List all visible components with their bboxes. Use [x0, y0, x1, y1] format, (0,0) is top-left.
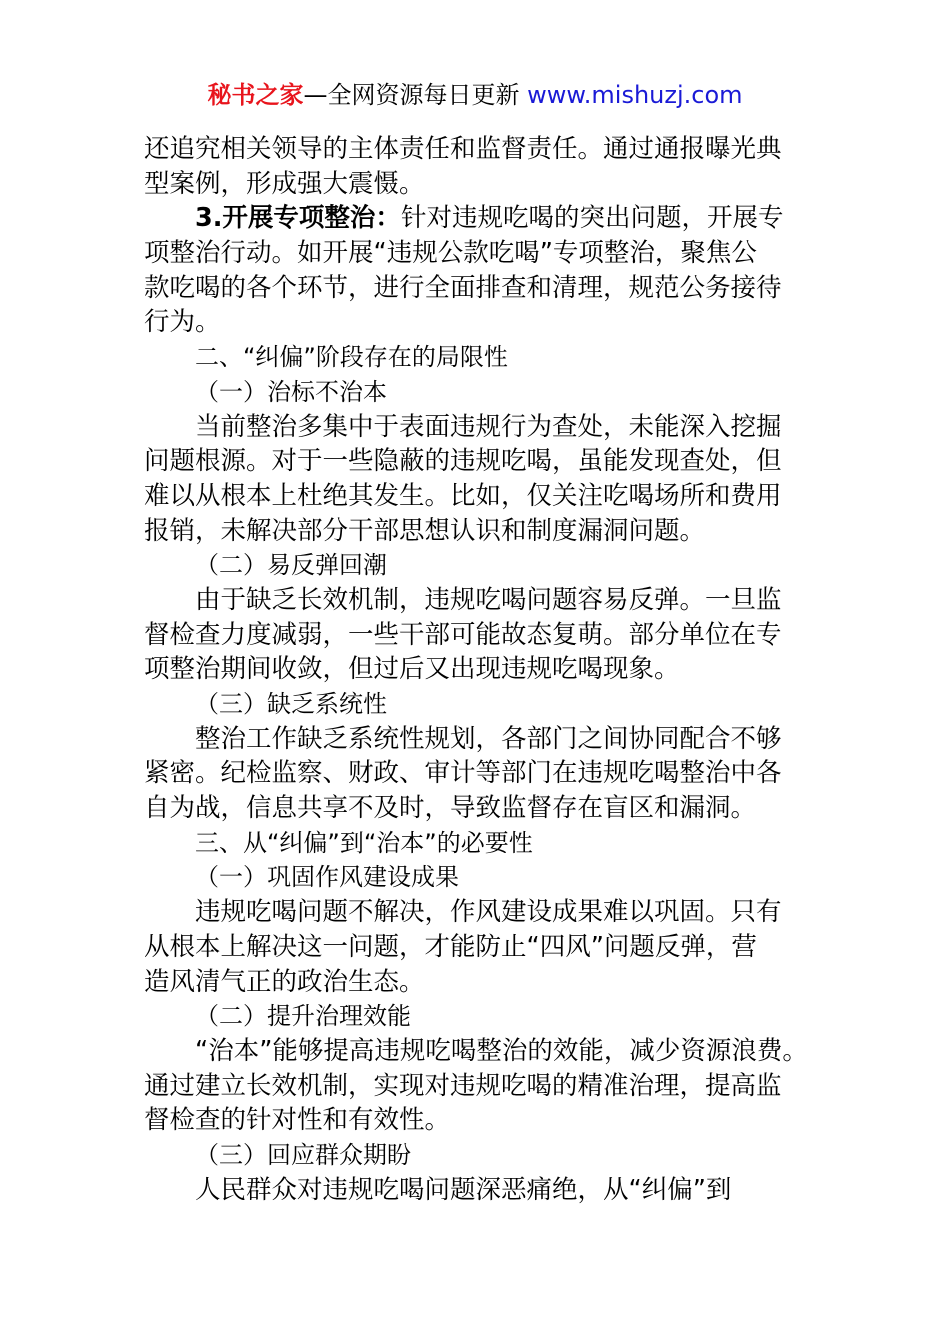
paragraph-line: 督检查的针对性和有效性。 — [144, 1105, 451, 1136]
paragraph-line: 由于缺乏长效机制，违规吃喝问题容易反弹。一旦监 — [195, 584, 782, 615]
paragraph-line: 紧密。纪检监察、财政、审计等部门在违规吃喝整治中各 — [144, 758, 782, 789]
section-heading: 二、“纠偏”阶段存在的局限性 — [195, 343, 508, 372]
subsection-heading: （一）治标不治本 — [195, 377, 387, 406]
paragraph-line: 项整治行动。如开展“违规公款吃喝”专项整治，聚焦公 — [144, 238, 757, 269]
subsection-heading: （二）提升治理效能 — [195, 1002, 411, 1031]
paragraph-line: 违规吃喝问题不解决，作风建设成果难以巩固。只有 — [195, 897, 782, 928]
paragraph-line: “治本”能够提高违规吃喝整治的效能，减少资源浪费。 — [195, 1035, 808, 1066]
paragraph-line: 造风清气正的政治生态。 — [144, 966, 425, 997]
paragraph-line: 款吃喝的各个环节，进行全面排查和清理，规范公务接待 — [144, 272, 782, 303]
site-url-link[interactable]: www.mishuzj.com — [527, 81, 743, 109]
paragraph-line: 通过建立长效机制，实现对违规吃喝的精准治理，提高监 — [144, 1070, 782, 1101]
paragraph-line: 人民群众对违规吃喝问题深恶痛绝，从“纠偏”到 — [195, 1174, 732, 1205]
subsection-heading: （二）易反弹回潮 — [195, 551, 387, 580]
paragraph-text: 针对违规吃喝的突出问题，开展专 — [400, 203, 784, 234]
paragraph-line: 当前整治多集中于表面违规行为查处，未能深入挖掘 — [195, 411, 782, 442]
site-header — [0, 78, 950, 112]
section-heading: 三、从“纠偏”到“治本”的必要性 — [195, 828, 533, 857]
document-body — [144, 132, 809, 1207]
paragraph-line: 整治工作缺乏系统性规划，各部门之间协同配合不够 — [195, 723, 782, 754]
paragraph-line: 项整治期间收敛，但过后又出现违规吃喝现象。 — [144, 654, 680, 685]
site-brand: 秘书之家 — [207, 81, 304, 109]
paragraph-line: 报销，未解决部分干部思想认识和制度漏洞问题。 — [144, 515, 706, 546]
subsection-heading: （一）巩固作风建设成果 — [195, 863, 459, 892]
paragraph-line — [144, 201, 809, 236]
subsection-heading: （三）缺乏系统性 — [195, 690, 387, 718]
paragraph-line: 从根本上解决这一问题，才能防止“四风”问题反弹，营 — [144, 931, 757, 962]
paragraph-line: 自为战，信息共享不及时，导致监督存在盲区和漏洞。 — [144, 793, 757, 824]
paragraph-line: 型案例，形成强大震慑。 — [144, 168, 425, 199]
paragraph-line: 难以从根本上杜绝其发生。比如，仅关注吃喝场所和费用 — [144, 480, 782, 511]
paragraph-line: 督检查力度减弱，一些干部可能故态复萌。部分单位在专 — [144, 619, 782, 650]
paragraph-line: 还追究相关领导的主体责任和监督责任。通过通报曝光典 — [144, 134, 782, 164]
site-slogan: —全网资源每日更新 — [303, 81, 528, 109]
paragraph-line: 行为。 — [144, 307, 221, 338]
subsection-heading: （三）回应群众期盼 — [195, 1140, 411, 1169]
bold-lead: 3.开展专项整治： — [195, 203, 401, 234]
paragraph-line: 问题根源。对于一些隐蔽的违规吃喝，虽能发现查处，但 — [144, 446, 782, 477]
